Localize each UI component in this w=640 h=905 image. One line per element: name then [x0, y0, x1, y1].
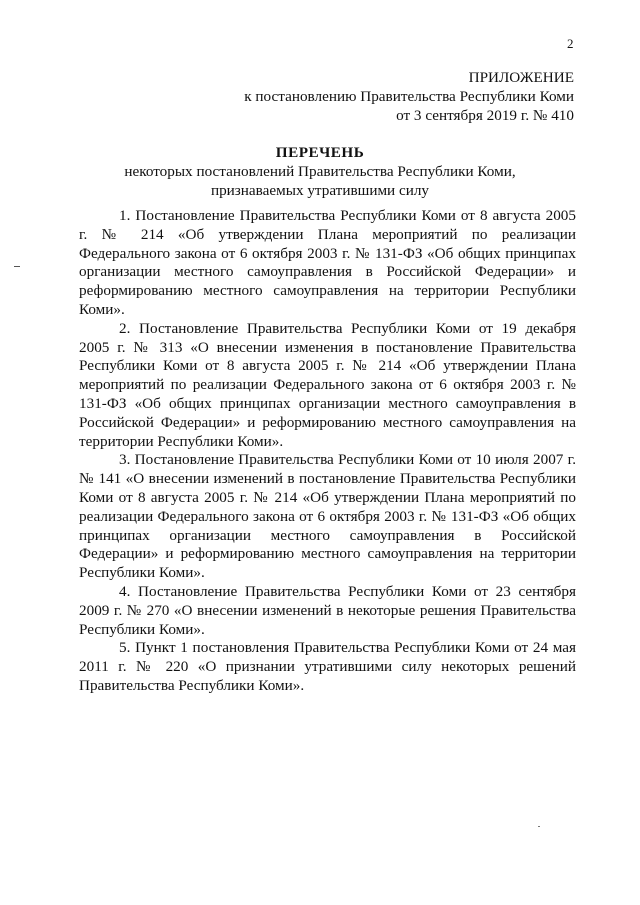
page-number: 2 — [567, 36, 574, 51]
list-item: 5. Пункт 1 постановления Правительства Республики Коми от 24 мая 2011 г. № 220 «О признании утратившими силу некоторых решений Правительства Республики Коми». — [79, 639, 576, 694]
appendix-label: ПРИЛОЖЕНИЕ — [468, 69, 574, 86]
document-title — [60, 143, 580, 200]
resolution-list — [79, 207, 576, 696]
scan-speck — [538, 826, 540, 827]
appendix-date: от 3 сентября 2019 г. № 410 — [396, 107, 574, 124]
title-subtitle-line2: признаваемых утратившими силу — [210, 182, 430, 199]
title-subtitle-line1: некоторых постановлений Правительства Республики Коми, — [124, 163, 516, 180]
appendix-resolution-ref: к постановлению Правительства Республики Коми — [244, 88, 574, 105]
list-item: 4. Постановление Правительства Республики Коми от 23 сентября 2009 г. № 270 «О внесении изменений в некоторые решения Правительства Республики Коми». — [79, 582, 576, 638]
appendix-header — [244, 68, 574, 125]
list-item: 2. Постановление Правительства Республики Коми от 19 декабря 2005 г. № 313 «О внесении изменения в постановление Правительства Республики Коми от 8 августа 2005 г. № 214 «Об утверждении Плана мероприятий по реализации Федерального закона от 6 октября 2003 г. № 131-ФЗ «Об общих принципах организации местного самоуправления в Российской Федерации» и реформированию местного самоуправления на территории Республики Коми». — [79, 319, 576, 450]
title-heading: ПЕРЕЧЕНЬ — [275, 144, 365, 161]
scan-margin-mark — [14, 266, 20, 267]
list-item: 3. Постановление Правительства Республики Коми от 10 июля 2007 г. № 141 «О внесении изменений в постановление Правительства Республики Коми от 8 августа 2005 г. № 214 «Об утверждении Плана мероприятий по реализации Федерального закона от 6 октября 2003 г. № 131-ФЗ «Об общих принципах организации местного самоуправления в Российской Федерации» и реформированию местного самоуправления на территории Республики Коми». — [79, 451, 576, 582]
list-item: 1. Постановление Правительства Республики Коми от 8 августа 2005 г. № 214 «Об утверждении Плана мероприятий по реализации Федерального закона от 6 октября 2003 г. № 131-ФЗ «Об общих принципах организации местного самоуправления в Российской Федерации» и реформированию местного самоуправления на территории Республики Коми». — [79, 207, 576, 318]
